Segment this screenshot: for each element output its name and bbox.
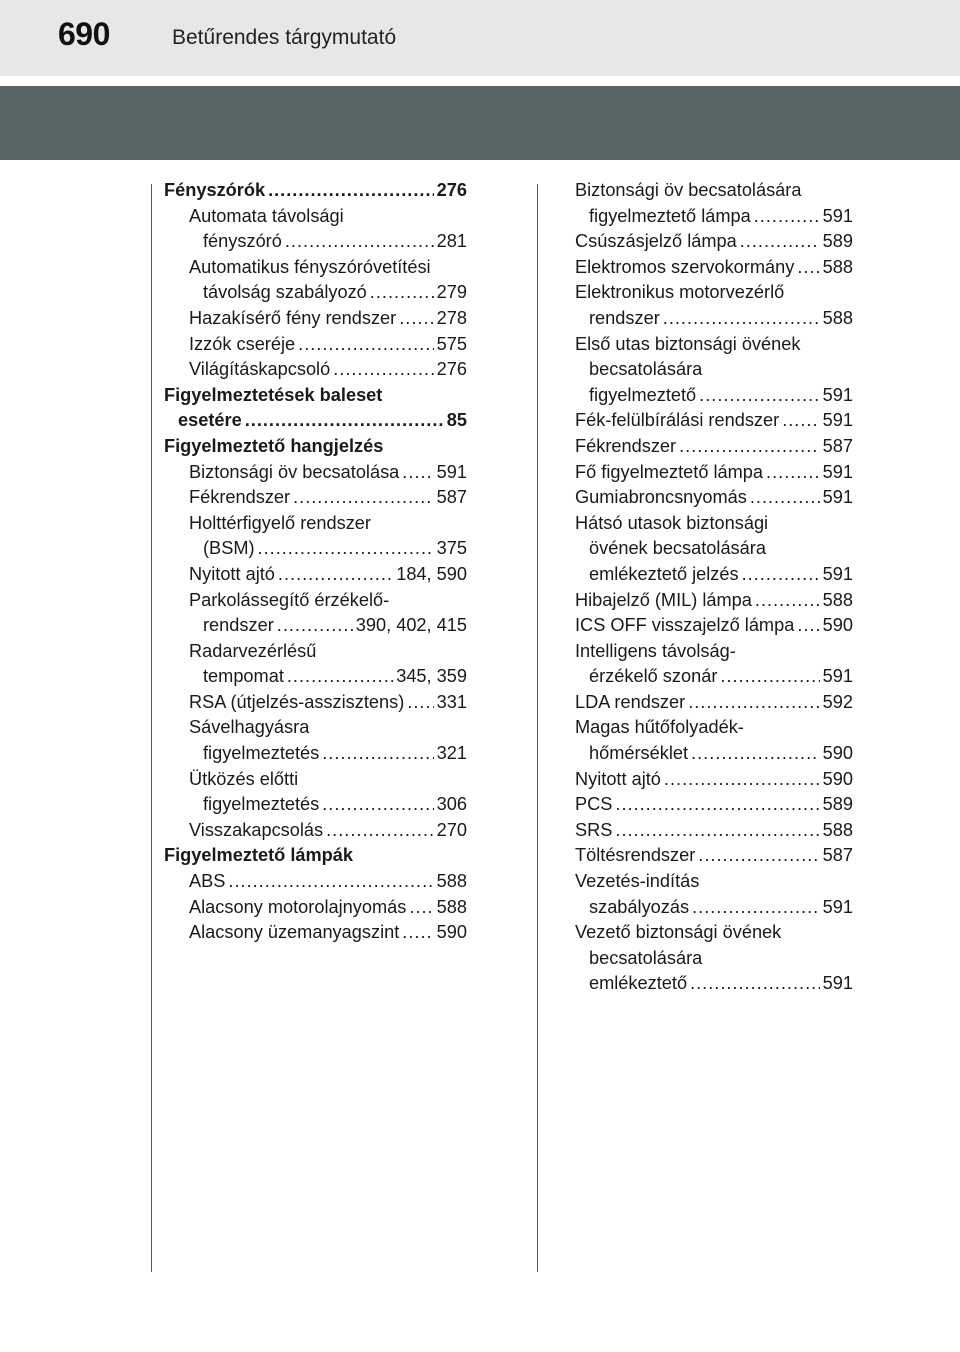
entry-term: Csúszásjelző lámpa (575, 231, 737, 252)
entry-term: figyelmeztető lámpa (589, 205, 751, 226)
entry-term: Izzók cseréje (189, 333, 296, 354)
index-entry (575, 613, 853, 639)
entry-line (575, 690, 853, 716)
entry-term: Fő figyelmeztető lámpa (575, 461, 764, 482)
index-entry (164, 869, 467, 895)
index-entry (575, 485, 853, 511)
entry-term: Magas hűtőfolyadék- (575, 717, 744, 738)
page-number: 690 (58, 16, 110, 52)
dot-leader (698, 843, 819, 869)
entry-term: esetére (178, 410, 242, 431)
index-entry (164, 485, 467, 511)
page-reference: 575 (436, 333, 467, 354)
page-reference: 590 (822, 768, 853, 789)
entry-line (189, 792, 467, 818)
entry-term: ABS (189, 871, 226, 892)
page-reference: 321 (436, 743, 467, 764)
entry-line (189, 690, 467, 716)
entry-line (189, 818, 467, 844)
page-reference: 276 (436, 180, 467, 200)
dot-leader (742, 562, 820, 588)
dot-leader (402, 920, 433, 946)
entry-line (575, 613, 853, 639)
page-reference: 588 (822, 819, 853, 840)
dot-leader (326, 818, 434, 844)
entry-term: ICS OFF visszajelző lámpa (575, 615, 795, 636)
page-reference: 278 (436, 307, 467, 328)
dot-leader (268, 178, 434, 204)
page-reference: 591 (822, 487, 853, 508)
dot-leader (298, 332, 434, 358)
entry-term: Elektromos szervokormány (575, 256, 795, 277)
entry-term: Ütközés előtti (189, 768, 299, 789)
entry-term: Nyitott ajtó (575, 768, 661, 789)
entry-term: Sávelhagyásra (189, 717, 310, 738)
entry-line (575, 460, 853, 486)
entry-line (575, 229, 853, 255)
entry-term: Alacsony üzemanyagszint (189, 922, 400, 943)
entry-term: figyelmeztetés (203, 743, 320, 764)
entry-term: Fék-felülbírálási rendszer (575, 410, 780, 431)
index-entry (164, 204, 467, 255)
dot-leader (615, 792, 819, 818)
index-entry (164, 767, 467, 818)
page-reference: 85 (446, 410, 467, 431)
page-reference: 592 (822, 691, 853, 712)
entry-term: LDA rendszer (575, 691, 686, 712)
entry-line (189, 485, 467, 511)
entry-term: Hátsó utasok biztonsági (575, 512, 769, 533)
entry-term: Első utas biztonsági övének (575, 333, 801, 354)
entry-term: tempomat (203, 666, 284, 687)
dot-leader (370, 280, 434, 306)
entry-line (189, 460, 467, 486)
dot-leader (692, 895, 820, 921)
page-reference: 591 (822, 563, 853, 584)
entry-term: övének becsatolására (589, 538, 766, 559)
page-reference: 375 (436, 538, 467, 559)
index-entry (575, 767, 853, 793)
index-entry (164, 818, 467, 844)
dot-leader (333, 357, 433, 383)
dot-leader (782, 408, 819, 434)
entry-term: Világításkapcsoló (189, 359, 331, 380)
entry-line (189, 280, 467, 306)
entry-term: Fékrendszer (575, 435, 677, 456)
entry-term: Gumiabroncsnyomás (575, 487, 747, 508)
page-reference: 588 (822, 307, 853, 328)
dot-leader (287, 664, 393, 690)
entry-term: figyelmeztető (589, 384, 697, 405)
entry-term: emlékeztető jelzés (589, 563, 739, 584)
dot-leader (688, 690, 819, 716)
page-reference: 184, 590 (396, 563, 467, 584)
page-reference: 591 (822, 205, 853, 226)
index-entry (164, 588, 467, 639)
index-entry (575, 715, 853, 766)
page-reference: 591 (822, 410, 853, 431)
entry-term: Automata távolsági (189, 205, 344, 226)
index-column-right (575, 178, 853, 997)
dot-leader (690, 971, 820, 997)
index-entry (575, 843, 853, 869)
page-reference: 281 (436, 231, 467, 252)
page-reference: 588 (822, 589, 853, 610)
entry-line (575, 383, 853, 409)
entry-line (575, 485, 853, 511)
dot-leader (691, 741, 820, 767)
entry-term: Visszakapcsolás (189, 819, 324, 840)
dot-leader (699, 383, 819, 409)
entry-term: Intelligens távolság- (575, 640, 736, 661)
page-reference: 279 (436, 282, 467, 303)
index-entry (575, 332, 853, 409)
entry-line (189, 920, 467, 946)
entry-term: Alacsony motorolajnyomás (189, 896, 407, 917)
entry-term: fényszóró (203, 231, 282, 252)
entry-line (189, 664, 467, 690)
entry-term: RSA (útjelzés-asszisztens) (189, 691, 405, 712)
entry-line (189, 332, 467, 358)
index-entry (164, 690, 467, 716)
entry-term: figyelmeztetés (203, 794, 320, 815)
header-band (0, 86, 960, 160)
entry-line (189, 562, 467, 588)
entry-term: Parkolássegítő érzékelő- (189, 589, 390, 610)
page-reference: 306 (436, 794, 467, 815)
column-divider-left (151, 184, 152, 1272)
entry-term: Vezető biztonsági övének (575, 922, 782, 943)
index-entry (575, 280, 853, 331)
entry-line (575, 408, 853, 434)
page-reference: 588 (436, 871, 467, 892)
entry-line (575, 255, 853, 281)
entry-line (575, 664, 853, 690)
index-entry (575, 792, 853, 818)
index-entry (164, 843, 467, 869)
page-reference: 331 (436, 691, 467, 712)
entry-line (575, 971, 853, 997)
entry-term: Hibajelző (MIL) lámpa (575, 589, 752, 610)
entry-term: Figyelmeztető lámpák (164, 845, 354, 866)
dot-leader (402, 460, 433, 486)
entry-line (189, 229, 467, 255)
entry-term: Figyelmeztetések baleset (164, 384, 383, 405)
dot-leader (797, 255, 819, 281)
entry-term: Vezetés-indítás (575, 871, 700, 892)
entry-term: Figyelmeztető hangjelzés (164, 435, 384, 456)
dot-leader (277, 613, 353, 639)
page-reference: 591 (822, 461, 853, 482)
index-entry (575, 229, 853, 255)
entry-term: Biztonsági öv becsatolása (189, 461, 400, 482)
index-entry (164, 357, 467, 383)
dot-leader (754, 204, 820, 230)
entry-line (575, 818, 853, 844)
index-entry (164, 715, 467, 766)
entry-line (575, 843, 853, 869)
dot-leader (740, 229, 820, 255)
dot-leader (755, 588, 820, 614)
page-reference: 588 (822, 256, 853, 277)
page-reference: 590 (822, 743, 853, 764)
entry-line (189, 869, 467, 895)
entry-line (164, 408, 467, 434)
entry-line (575, 306, 853, 332)
page-reference: 390, 402, 415 (355, 615, 467, 636)
dot-leader (663, 306, 820, 332)
index-entry (164, 332, 467, 358)
entry-line (575, 741, 853, 767)
index-entry (164, 178, 467, 204)
entry-line (575, 204, 853, 230)
index-entry (575, 178, 853, 229)
index-entry (575, 818, 853, 844)
index-entry (164, 895, 467, 921)
page-reference: 591 (822, 666, 853, 687)
dot-leader (322, 741, 433, 767)
entry-term: érzékelő szonár (589, 666, 718, 687)
page-reference: 590 (822, 615, 853, 636)
page-reference: 591 (436, 461, 467, 482)
dot-leader (407, 690, 433, 716)
page-reference: 589 (822, 231, 853, 252)
entry-term: Biztonsági öv becsatolására (575, 180, 802, 200)
entry-line (189, 306, 467, 332)
index-entry (164, 460, 467, 486)
section-title: Betűrendes tárgymutató (172, 26, 397, 49)
entry-line (575, 434, 853, 460)
entry-term: Automatikus fényszóróvetítési (189, 256, 431, 277)
entry-term: hőmérséklet (589, 743, 689, 764)
index-entry (164, 306, 467, 332)
entry-line (575, 588, 853, 614)
entry-line (575, 792, 853, 818)
entry-term: Töltésrendszer (575, 845, 696, 866)
entry-term: Holttérfigyelő rendszer (189, 512, 371, 533)
entry-term: Nyitott ajtó (189, 563, 275, 584)
dot-leader (258, 536, 434, 562)
index-column-left (164, 178, 467, 946)
entry-term: becsatolására (589, 947, 703, 968)
index-entry (164, 255, 467, 306)
page-reference: 591 (822, 896, 853, 917)
dot-leader (245, 408, 444, 434)
index-entry (575, 690, 853, 716)
column-divider-middle (537, 184, 538, 1272)
dot-leader (322, 792, 433, 818)
index-entry (575, 255, 853, 281)
entry-line (189, 741, 467, 767)
dot-leader (399, 306, 433, 332)
entry-line (189, 357, 467, 383)
index-entry (575, 920, 853, 997)
entry-line (164, 178, 467, 204)
dot-leader (797, 613, 819, 639)
entry-term: Hazakísérő fény rendszer (189, 307, 397, 328)
entry-line (575, 895, 853, 921)
header-strip (0, 0, 960, 76)
entry-term: PCS (575, 794, 613, 815)
dot-leader (285, 229, 434, 255)
entry-term: (BSM) (203, 538, 255, 559)
index-entry (164, 383, 467, 434)
page-reference: 270 (436, 819, 467, 840)
entry-term: Elektronikus motorvezérlő (575, 282, 785, 303)
dot-leader (409, 895, 433, 921)
dot-leader (750, 485, 820, 511)
index-entry (575, 511, 853, 588)
dot-leader (293, 485, 434, 511)
dot-leader (615, 818, 819, 844)
entry-term: szabályozás (589, 896, 690, 917)
page-reference: 588 (436, 896, 467, 917)
dot-leader (664, 767, 820, 793)
dot-leader (228, 869, 433, 895)
entry-term: emlékeztető (589, 973, 688, 994)
page-reference: 591 (822, 384, 853, 405)
entry-term: Radarvezérlésű (189, 640, 317, 661)
index-entry (575, 434, 853, 460)
index-entry (164, 434, 467, 460)
entry-term: rendszer (589, 307, 660, 328)
entry-line (575, 562, 853, 588)
page-reference: 587 (822, 845, 853, 866)
dot-leader (278, 562, 393, 588)
entry-term: rendszer (203, 615, 274, 636)
entry-line (189, 613, 467, 639)
index-entry (575, 588, 853, 614)
index-entry (575, 408, 853, 434)
page-reference: 590 (436, 922, 467, 943)
entry-term: becsatolására (589, 359, 703, 380)
page-reference: 587 (436, 487, 467, 508)
page-reference: 591 (822, 973, 853, 994)
page-reference: 345, 359 (396, 666, 467, 687)
entry-line (189, 536, 467, 562)
entry-term: Fékrendszer (189, 487, 291, 508)
page-reference: 276 (436, 359, 467, 380)
dot-leader (720, 664, 819, 690)
dot-leader (766, 460, 820, 486)
index-entry (164, 511, 467, 562)
entry-line (575, 767, 853, 793)
index-entry (575, 869, 853, 920)
entry-term: távolság szabályozó (203, 282, 367, 303)
index-entry (164, 920, 467, 946)
index-entry (575, 460, 853, 486)
page-reference: 587 (822, 435, 853, 456)
entry-line (189, 895, 467, 921)
index-entry (164, 639, 467, 690)
dot-leader (679, 434, 820, 460)
index-entry (575, 639, 853, 690)
index-entry (164, 562, 467, 588)
page-reference: 589 (822, 794, 853, 815)
entry-term: Fényszórók (164, 180, 266, 200)
entry-term: SRS (575, 819, 613, 840)
